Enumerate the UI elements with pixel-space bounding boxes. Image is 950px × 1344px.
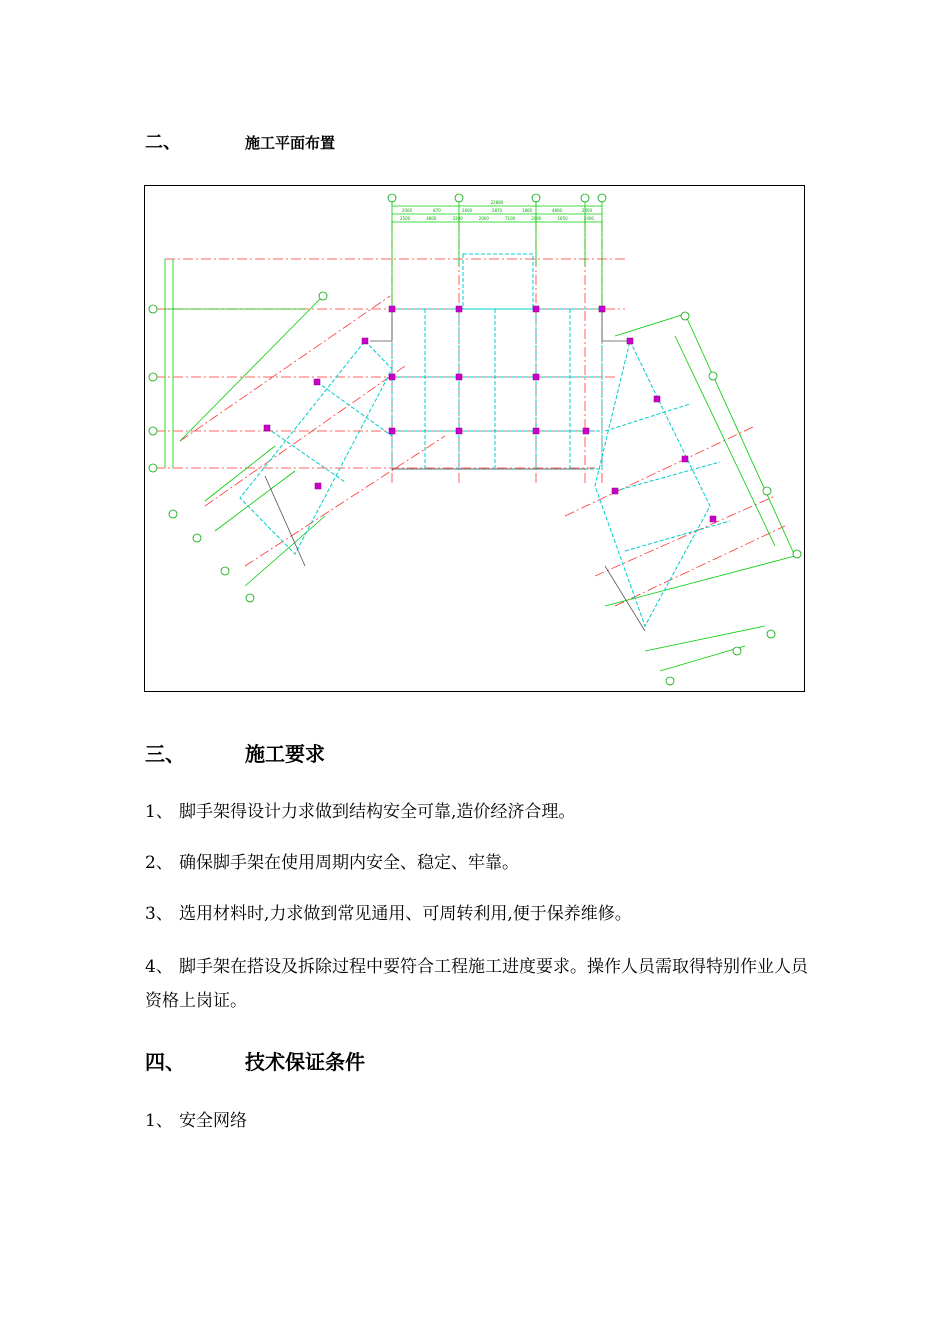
section-3-number: 三、 [145,742,185,766]
dim-label: 7100 [505,216,516,221]
requirement-item: 2、 确保脚手架在使用周期内安全、稳定、牢靠。 [145,853,519,873]
dim-label: 3300 [452,216,463,221]
section-2-title: 施工平面布置 [245,134,336,152]
section-2-heading [145,128,335,154]
dimension-labels [400,200,594,221]
requirement-item: 3、 选用材料时,力求做到常见通用、可周转利用,便于保养维修。 [145,904,632,924]
section-4-number: 四、 [145,1050,185,1074]
dim-top-total: 22880 [490,200,504,205]
requirement-item: 4、 脚手架在搭设及拆除过程中要符合工程施工进度要求。操作人员需取得特别作业人员资格上岗证。 [145,957,808,1011]
guarantee-item: 1、 安全网络 [145,1111,247,1131]
site-layout-plan [144,185,805,692]
structural-columns [264,306,716,522]
dim-label: 2600 [461,208,473,213]
section-3-heading [145,738,325,767]
dim-label: 2500 [400,216,411,221]
dim-label: 1850 [557,216,568,221]
section-3-title: 施工要求 [245,742,325,766]
wall-outline [265,309,645,631]
dim-label: 4800 [426,216,437,221]
requirement-item: 1、 脚手架得设计力求做到结构安全可靠,造价经济合理。 [145,802,576,822]
dim-label: 2400 [581,208,593,213]
floor-plan-drawing [145,186,804,691]
scaffold-outline [240,254,730,626]
dim-label: 4800 [551,208,563,213]
dim-label: 2000 [531,216,542,221]
dim-label: 2000 [478,216,489,221]
axis-bubbles [149,194,801,685]
dimension-lines [165,198,795,671]
dim-label: 1800 [521,208,533,213]
dim-label: 2870 [491,208,503,213]
dim-label: 870 [433,208,441,213]
dim-label: 2000 [401,208,413,213]
axis-lines [155,221,785,606]
dim-label: 2400 [583,216,594,221]
section-4-heading [145,1046,365,1075]
section-2-number: 二、 [145,132,181,153]
section-4-title: 技术保证条件 [245,1050,365,1074]
